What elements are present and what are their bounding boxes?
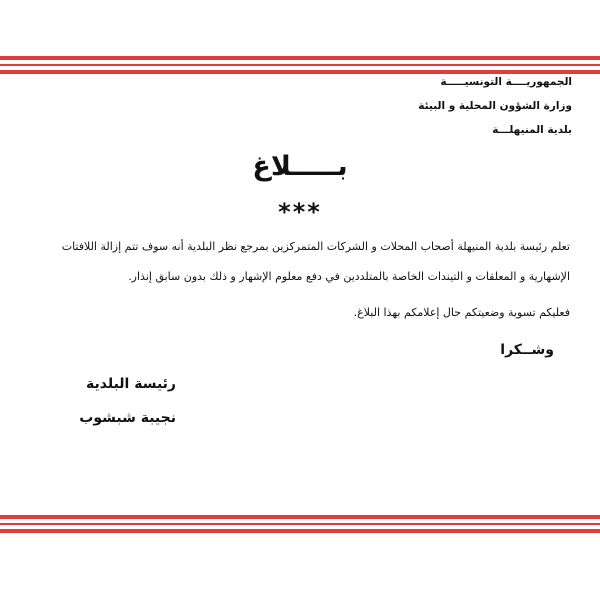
closing-thanks: وشــكرا	[500, 342, 554, 358]
letterhead-ministry: وزارة الشؤون المحلية و البيئة	[418, 100, 572, 112]
body-paragraph-1-line-1: تعلم رئيسة بلدية المنيهلة أصحاب المحلات و الشركات المتمركزين بمرجع نظر البلدية أنه سوف تتم إزالة اللافتات	[61, 240, 570, 253]
top-rule-2	[0, 64, 600, 66]
top-rule-1	[0, 56, 600, 60]
bottom-rule-1	[0, 515, 600, 519]
body-paragraph-1-line-2: الإشهارية و المعلقات و التيندات الخاصة بالمتلددين في دفع معلوم الإشهار و ذلك بدون سابق إنذار.	[128, 270, 570, 283]
top-red-border	[0, 56, 600, 76]
bottom-rule-2	[0, 523, 600, 525]
announcement-title: بـــــلاغ	[252, 151, 348, 182]
signature-name: نجيبة شبشوب	[79, 410, 176, 426]
letterhead-municipality: بلدية المنيهلـــة	[492, 124, 572, 136]
title-stars: ***	[278, 198, 322, 226]
top-rule-3	[0, 70, 600, 74]
body-paragraph-2: فعليكم تسوية وضعيتكم حال إعلامكم بهذا البلاغ.	[353, 306, 570, 319]
letterhead	[352, 76, 572, 136]
bottom-rule-3	[0, 529, 600, 533]
letterhead-country: الجمهوريــــة التونسيـــــة	[440, 76, 572, 88]
signature-role: رئيسة البلدية	[86, 376, 176, 392]
bottom-red-border	[0, 515, 600, 535]
